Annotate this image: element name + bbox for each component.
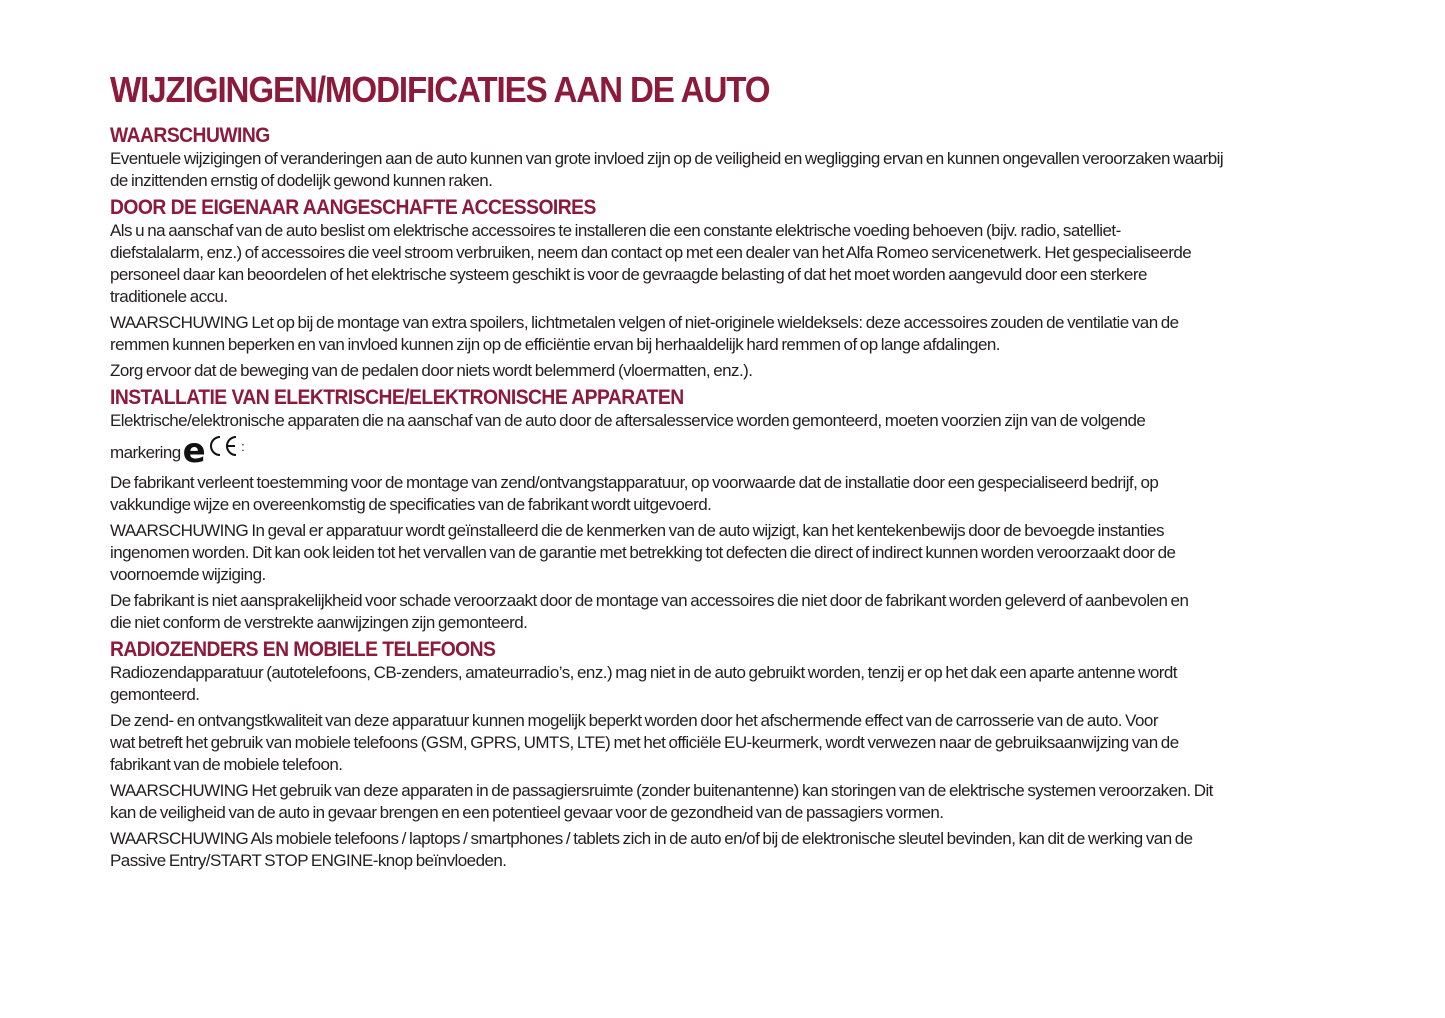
- text-line: Passive Entry/START STOP ENGINE-knop beïnvloeden.: [110, 851, 507, 870]
- paragraph: [110, 148, 1320, 192]
- document-page: [110, 68, 1320, 876]
- paragraph: [110, 662, 1320, 706]
- paragraph: [110, 590, 1320, 634]
- text-line: Eventuele wijzigingen of veranderingen aan de auto kunnen van grote invloed zijn op de veiligheid en wegligging ervan en kunnen ongevallen veroorzaken waarbij: [110, 149, 1224, 168]
- text-line: WAARSCHUWING Als mobiele telefoons / laptops / smartphones / tablets zich in de auto en/of bij de elektronische sleutel bevinden, kan dit de werking van de: [110, 829, 1193, 848]
- certification-marks: [181, 431, 245, 471]
- section-radio-mobile: [110, 638, 1320, 872]
- text-line: De fabrikant is niet aansprakelijkheid voor schade veroorzaakt door de montage van accessoires die niet door de fabrikant worden geleverd of aanbevolen en: [110, 591, 1189, 610]
- paragraph: [110, 220, 1320, 308]
- text-line: traditionele accu.: [110, 287, 228, 306]
- text-line: De fabrikant verleent toestemming voor de montage van zend/ontvangstapparatuur, op voorwaarde dat de installatie door een gespecialiseerd bedrijf, op: [110, 473, 1159, 492]
- text-line: WAARSCHUWING Het gebruik van deze apparaten in de passagiersruimte (zonder buitenantenne) kan storingen van de elektrische systemen veroorzaken. Dit: [110, 781, 1213, 800]
- text-line-marking: [110, 431, 1320, 471]
- section-heading: RADIOZENDERS EN MOBIELE TELEFOONS: [110, 638, 496, 661]
- text-line: WAARSCHUWING Let op bij de montage van extra spoilers, lichtmetalen velgen of niet-originele wieldeksels: deze accessoires zouden de ventilatie van de: [110, 313, 1179, 332]
- section-warning: [110, 124, 1320, 192]
- ce-mark-icon: [207, 435, 239, 462]
- ce-mark-svg: [207, 435, 239, 457]
- warning-paragraph: [110, 828, 1320, 872]
- text-line: remmen kunnen beperken en van invloed kunnen zijn op de efficiëntie ervan bij herhaaldelijk hard remmen of op lange afdalingen.: [110, 335, 1000, 354]
- text-line: gemonteerd.: [110, 685, 200, 704]
- marking-label: markering: [110, 443, 181, 462]
- text-line: voornoemde wijziging.: [110, 565, 266, 584]
- section-electrical-installation: [110, 386, 1320, 634]
- marking-suffix: :: [241, 439, 245, 454]
- text-line: die niet conform de verstrekte aanwijzingen zijn gemonteerd.: [110, 613, 528, 632]
- warning-paragraph: [110, 312, 1320, 356]
- text-line: de inzittenden ernstig of dodelijk gewond kunnen raken.: [110, 171, 493, 190]
- text-line: ingenomen worden. Dit kan ook leiden tot het vervallen van de garantie met betrekking tot defecten die direct of indirect kunnen worden veroorzaakt door de: [110, 543, 1176, 562]
- warning-paragraph: [110, 520, 1320, 586]
- section-heading: WAARSCHUWING: [110, 124, 270, 147]
- text-line: personeel daar kan beoordelen of het elektrische systeem geschikt is voor de gevraagde belasting of dat het moet worden aangevuld door een sterkere: [110, 265, 1147, 284]
- text-line: De zend- en ontvangstkwaliteit van deze apparatuur kunnen mogelijk beperkt worden door het afschermende effect van de carrosserie van de auto. Voor: [110, 711, 1158, 730]
- text-line: kan de veiligheid van de auto in gevaar brengen en een potentieel gevaar voor de gezondheid van de passagiers vormen.: [110, 803, 944, 822]
- text-line: Elektrische/elektronische apparaten die na aanschaf van de auto door de aftersalesservice worden gemonteerd, moeten voorzien zijn van de volgende: [110, 411, 1146, 430]
- page-title: WIJZIGINGEN/MODIFICATIES AAN DE AUTO: [110, 69, 770, 110]
- warning-paragraph: [110, 780, 1320, 824]
- text-line: wat betreft het gebruik van mobiele telefoons (GSM, GPRS, UMTS, LTE) met het officiële EU-keurmerk, wordt verwezen naar de gebruiksaanwijzing van de: [110, 733, 1179, 752]
- paragraph: [110, 410, 1320, 471]
- text-line: Als u na aanschaf van de auto beslist om elektrische accessoires te installeren die een constante elektrische voeding behoeven (bijv. radio, satelliet-: [110, 221, 1121, 240]
- section-owner-accessories: [110, 196, 1320, 382]
- e-mark-icon: e: [182, 431, 206, 471]
- text-line: Radiozendapparatuur (autotelefoons, CB-zenders, amateurradio’s, enz.) mag niet in de auto gebruikt worden, tenzij er op het dak een aparte antenne wordt: [110, 663, 1177, 682]
- text-line: fabrikant van de mobiele telefoon.: [110, 755, 343, 774]
- text-line: diefstalalarm, enz.) of accessoires die veel stroom verbruiken, neem dan contact op met een dealer van het Alfa Romeo servicenetwerk. Het gespecialiseerde: [110, 243, 1192, 262]
- text-line: vakkundige wijze en overeenkomstig de specificaties van de fabrikant wordt uitgevoerd.: [110, 495, 712, 514]
- section-heading: INSTALLATIE VAN ELEKTRISCHE/ELEKTRONISCHE APPARATEN: [110, 386, 684, 409]
- section-heading: DOOR DE EIGENAAR AANGESCHAFTE ACCESSOIRES: [110, 196, 596, 219]
- text-line: Zorg ervoor dat de beweging van de pedalen door niets wordt belemmerd (vloermatten, enz.).: [110, 361, 753, 380]
- paragraph: [110, 472, 1320, 516]
- text-line: WAARSCHUWING In geval er apparatuur wordt geïnstalleerd die de kenmerken van de auto wijzigt, kan het kentekenbewijs door de bevoegde instanties: [110, 521, 1164, 540]
- paragraph: [110, 360, 1320, 382]
- paragraph: [110, 710, 1320, 776]
